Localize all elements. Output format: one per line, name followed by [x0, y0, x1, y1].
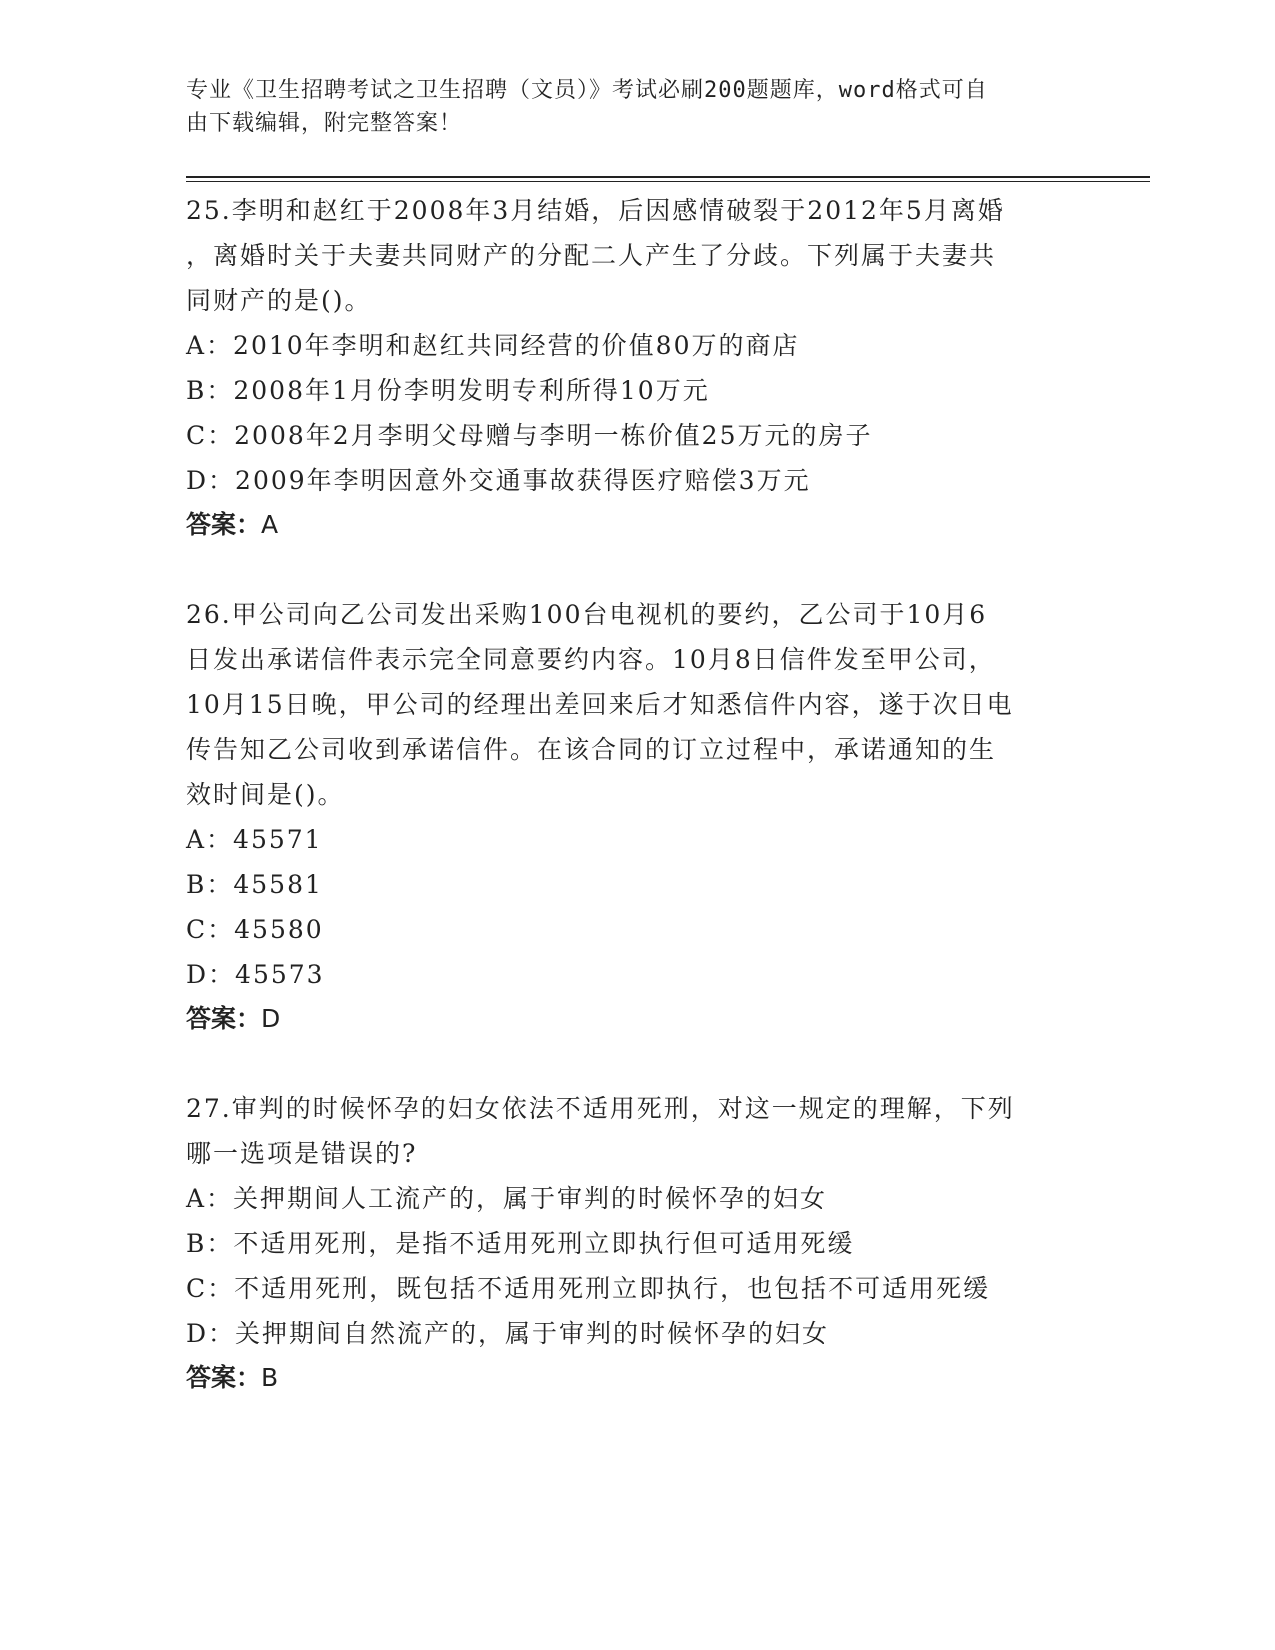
answer-value: B: [261, 1363, 279, 1392]
option-a: A：45571: [186, 825, 323, 854]
option-d: D：关押期间自然流产的，属于审判的时候怀孕的妇女: [186, 1319, 830, 1348]
header-divider-thin: [186, 181, 1150, 182]
question-27-text: [186, 1086, 1086, 1176]
question-text-line: 26.甲公司向乙公司发出采购100台电视机的要约，乙公司于10月6: [186, 600, 988, 629]
question-26-text: [186, 592, 1086, 817]
answer-line: [186, 1356, 1086, 1400]
question-text-line: 传告知乙公司收到承诺信件。在该合同的订立过程中，承诺通知的生: [186, 735, 997, 764]
answer-label: 答案：: [186, 1004, 262, 1033]
option-d: D：2009年李明因意外交通事故获得医疗赔偿3万元: [186, 466, 811, 495]
question-text-line: 10月15日晚，甲公司的经理出差回来后才知悉信件内容，遂于次日电: [186, 690, 1014, 719]
question-text-line: 27.审判的时候怀孕的妇女依法不适用死刑，对这一规定的理解，下列: [186, 1094, 1015, 1123]
answer-value: A: [261, 510, 279, 539]
option-d: D：45573: [186, 960, 325, 989]
option-c: C：2008年2月李明父母赠与李明一栋价值25万元的房子: [186, 421, 873, 450]
question-27: [186, 1086, 1086, 1400]
question-text-line: 日发出承诺信件表示完全同意要约内容。10月8日信件发至甲公司，: [186, 645, 996, 674]
question-25: [186, 188, 1086, 547]
question-text-line: 同财产的是()。: [186, 286, 372, 315]
option-c: C：45580: [186, 915, 324, 944]
question-text-line: ，离婚时关于夫妻共同财产的分配二人产生了分歧。下列属于夫妻共: [186, 241, 997, 270]
answer-label: 答案：: [186, 510, 262, 539]
option-b: B：2008年1月份李明发明专利所得10万元: [186, 376, 710, 405]
option-c: C：不适用死刑，既包括不适用死刑立即执行，也包括不可适用死缓: [186, 1274, 991, 1303]
answer-line: [186, 503, 1086, 547]
option-a: A：关押期间人工流产的，属于审判的时候怀孕的妇女: [186, 1184, 828, 1213]
spacer: [186, 547, 1086, 592]
answer-label: 答案：: [186, 1363, 262, 1392]
document-header: [186, 74, 1066, 140]
answer-value: D: [261, 1004, 281, 1033]
header-line-2: 由下载编辑，附完整答案！: [186, 111, 463, 136]
answer-line: [186, 997, 1086, 1041]
header-line-1: 专业《卫生招聘考试之卫生招聘（文员）》考试必刷200题题库，word格式可自: [186, 78, 988, 103]
question-text-line: 哪一选项是错误的?: [186, 1139, 418, 1168]
option-a: A：2010年李明和赵红共同经营的价值80万的商店: [186, 331, 800, 360]
option-b: B：不适用死刑，是指不适用死刑立即执行但可适用死缓: [186, 1229, 855, 1258]
question-25-text: [186, 188, 1086, 323]
option-b: B：45581: [186, 870, 323, 899]
question-26: [186, 592, 1086, 1041]
question-list: [186, 188, 1086, 1400]
question-text-line: 效时间是()。: [186, 780, 345, 809]
spacer: [186, 1041, 1086, 1086]
question-text-line: 25.李明和赵红于2008年3月结婚，后因感情破裂于2012年5月离婚: [186, 196, 1005, 225]
header-divider-thick: [186, 176, 1150, 178]
